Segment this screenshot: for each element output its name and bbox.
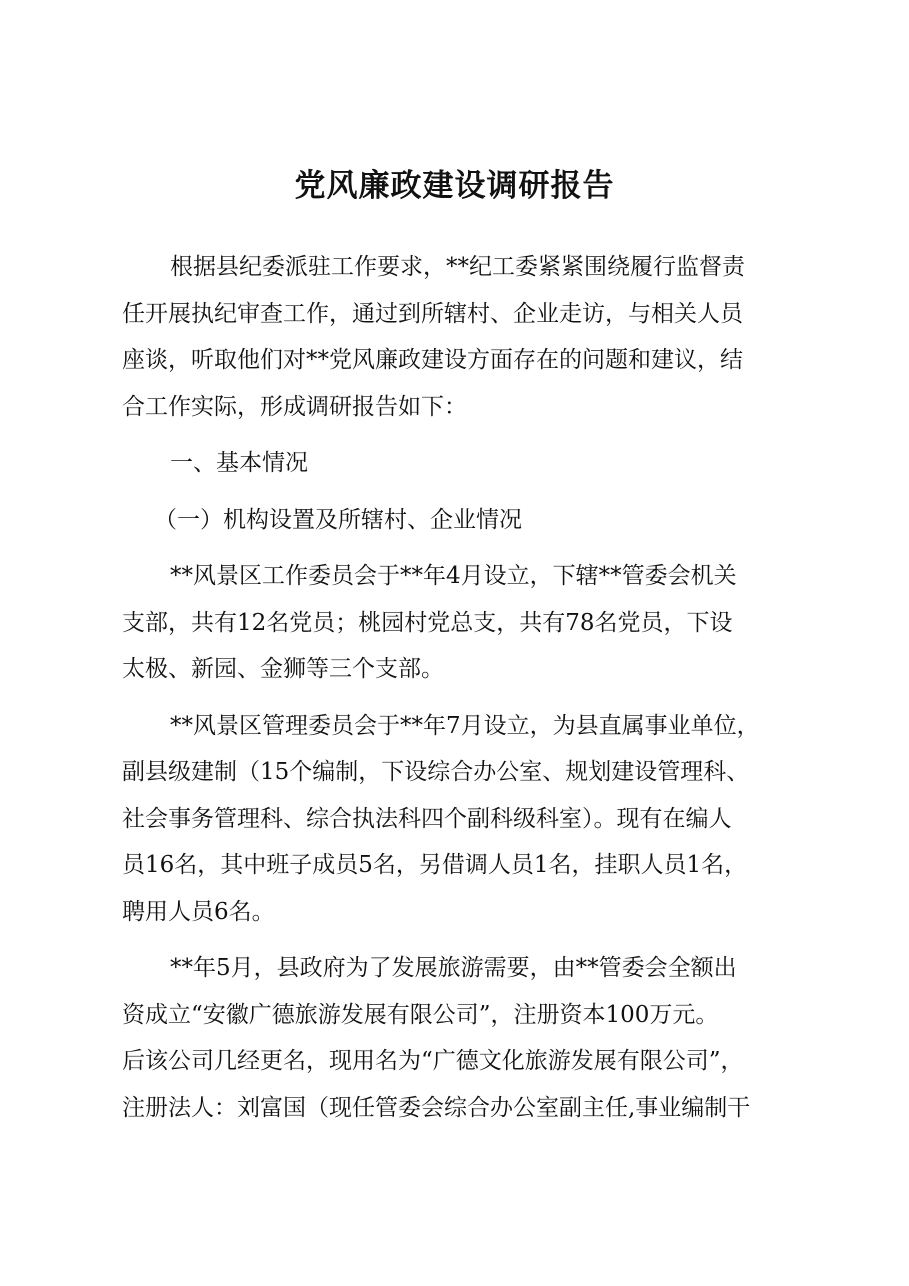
paragraph-work-committee bbox=[122, 553, 794, 693]
text-line: 注册法人：刘富国（现任管委会综合办公室副主任,事业编制干 bbox=[122, 1094, 751, 1121]
text-line: **年5月，县政府为了发展旅游需要，由**管委会全额出 bbox=[170, 955, 737, 981]
text-line: 后该公司几经更名，现用名为“广德文化旅游发展有限公司”， bbox=[122, 1048, 744, 1074]
text-line: **风景区工作委员会于**年4月设立，下辖**管委会机关 bbox=[170, 563, 737, 589]
text-line: 太极、新园、金狮等三个支部。 bbox=[122, 656, 444, 682]
text-line: 员16名，其中班子成员5名，另借调人员1名，挂职人员1名， bbox=[122, 852, 748, 878]
text-line: 聘用人员6名。 bbox=[122, 898, 275, 925]
paragraph-intro bbox=[122, 244, 794, 430]
section-heading bbox=[122, 440, 794, 487]
text-line: 一、基本情况 bbox=[170, 450, 308, 476]
text-line: 合工作实际，形成调研报告如下： bbox=[122, 393, 467, 420]
text-line: （一）机构设置及所辖村、企业情况 bbox=[154, 506, 522, 533]
text-line: 副县级建制（15个编制，下设综合办公室、规划建设管理科、 bbox=[122, 759, 750, 785]
text-line: 资成立“安徽广德旅游发展有限公司”，注册资本100万元。 bbox=[122, 1001, 719, 1028]
text-line: **风景区管理委员会于**年7月设立，为县直属事业单位， bbox=[170, 712, 760, 739]
text-line: 座谈，听取他们对**党风廉政建设方面存在的问题和建议，结 bbox=[122, 347, 743, 373]
text-line: 根据县纪委派驻工作要求，**纪工委紧紧围绕履行监督责 bbox=[170, 254, 745, 280]
paragraph-tourism-company bbox=[122, 945, 794, 1131]
text-line: 社会事务管理科、综合执法科四个副科级科室）。现有在编人 bbox=[122, 805, 732, 832]
document-title: 党风廉政建设调研报告 bbox=[294, 168, 615, 204]
document-body bbox=[122, 244, 794, 1131]
subsection-heading bbox=[122, 497, 794, 544]
text-line: 任开展执纪审查工作，通过到所辖村、企业走访，与相关人员 bbox=[122, 300, 743, 327]
text-line: 支部，共有12名党员；桃园村党总支，共有78名党员，下设 bbox=[122, 609, 733, 636]
paragraph-management-committee bbox=[122, 703, 794, 936]
